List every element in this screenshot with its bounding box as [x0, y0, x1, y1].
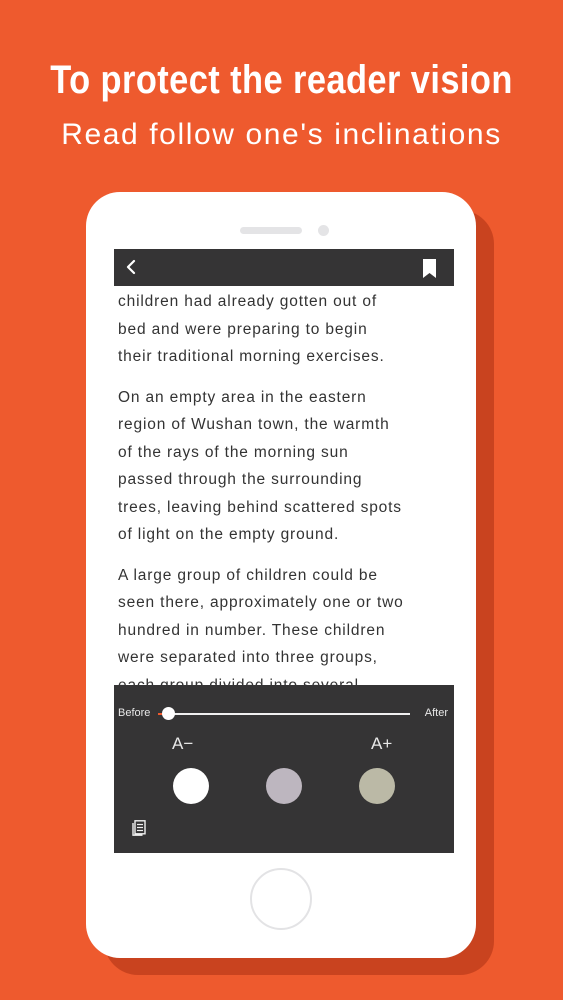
- promo-title: To protect the reader vision: [50, 58, 513, 102]
- reading-line: hundred in number. These children: [118, 621, 386, 639]
- progress-slider[interactable]: [158, 713, 410, 715]
- phone-frame: [86, 192, 476, 958]
- phone-camera: [318, 225, 329, 236]
- reader-screen: [114, 249, 454, 853]
- reading-line: On an empty area in the eastern: [118, 388, 367, 406]
- slider-after-label: After: [424, 707, 448, 719]
- reading-paragraph: [118, 288, 452, 371]
- font-increase-button[interactable]: A+: [371, 734, 393, 753]
- reading-line: seen there, approximately one or two: [118, 594, 404, 611]
- catalog-icon[interactable]: [132, 820, 146, 836]
- reading-paragraph: [118, 562, 452, 700]
- reading-line: their traditional morning exercises.: [118, 348, 385, 365]
- reading-line: A large group of children could be: [118, 566, 378, 584]
- reader-top-bar: [114, 249, 454, 286]
- promo-subtitle: Read follow one's inclinations: [61, 118, 502, 151]
- bookmark-icon[interactable]: [423, 259, 436, 278]
- reading-line: bed and were preparing to begin: [118, 320, 368, 338]
- background-lilac-swatch[interactable]: [266, 768, 302, 804]
- chevron-left-icon[interactable]: [122, 257, 140, 277]
- phone-speaker: [240, 227, 302, 234]
- reading-line: of light on the empty ground.: [118, 526, 340, 543]
- settings-panel: [114, 685, 454, 853]
- font-decrease-button[interactable]: A−: [172, 734, 194, 753]
- home-button[interactable]: [250, 868, 312, 930]
- background-white-swatch[interactable]: [173, 768, 209, 804]
- background-khaki-swatch[interactable]: [359, 768, 395, 804]
- slider-before-label: Before: [118, 707, 151, 719]
- reading-line: of the rays of the morning sun: [118, 443, 349, 461]
- progress-slider-thumb[interactable]: [162, 707, 175, 720]
- reading-line: region of Wushan town, the warmth: [118, 416, 390, 433]
- reading-line: were separated into three groups,: [118, 649, 378, 666]
- reading-paragraph: [118, 384, 452, 549]
- reading-text: [118, 288, 452, 712]
- reading-line: trees, leaving behind scattered spots: [118, 498, 402, 516]
- reading-line: passed through the surrounding: [118, 471, 363, 488]
- reading-line: children had already gotten out of: [118, 293, 377, 310]
